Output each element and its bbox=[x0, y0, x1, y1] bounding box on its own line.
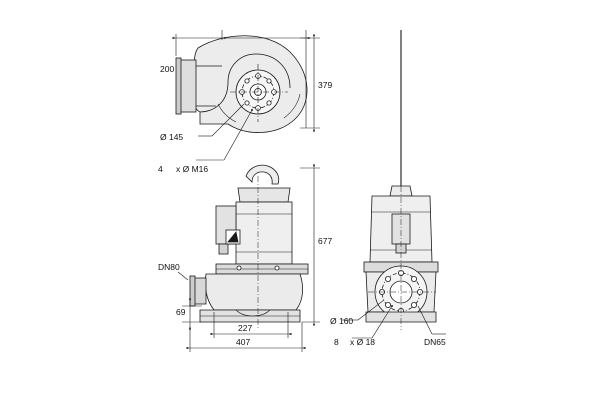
side-view-group bbox=[364, 30, 438, 330]
top-bolt-hole bbox=[267, 79, 271, 83]
front-view-group bbox=[190, 165, 308, 330]
side-bolt-hole bbox=[411, 302, 416, 307]
dim-label-200: 200 bbox=[160, 64, 175, 74]
dim-label-side-bolt-count: 8 bbox=[334, 337, 339, 347]
front-pump-casing bbox=[205, 274, 302, 310]
top-bolt-hole bbox=[245, 101, 249, 105]
front-cable-gland bbox=[219, 244, 228, 254]
top-discharge-flange bbox=[180, 60, 196, 112]
dim-label-bolt-count: 4 bbox=[158, 164, 163, 174]
top-flange-face bbox=[176, 58, 181, 114]
top-bolt-hole bbox=[267, 101, 271, 105]
top-bolt-hole bbox=[245, 79, 249, 83]
dim-label-dn80: DN80 bbox=[158, 262, 180, 272]
front-motor-housing bbox=[236, 202, 292, 264]
side-bolt-hole bbox=[385, 302, 390, 307]
dim-label-bolt-circle-160: Ø 160 bbox=[330, 316, 354, 326]
front-center-mark bbox=[275, 266, 279, 270]
dim-label-bolt-circle-145: Ø 145 bbox=[160, 132, 184, 142]
front-motor-cap bbox=[238, 188, 290, 202]
dim-label-side-bolt-spec: x Ø 18 bbox=[350, 337, 376, 347]
front-center-mark bbox=[237, 266, 241, 270]
front-flange-face bbox=[190, 276, 195, 306]
dim-label-dn65: DN65 bbox=[424, 337, 446, 347]
dim-label-677: 677 bbox=[318, 236, 333, 246]
front-discharge-flange bbox=[194, 278, 206, 304]
front-lifting-handle bbox=[246, 165, 279, 184]
dim-label-407: 407 bbox=[236, 337, 251, 347]
leader-dn80 bbox=[178, 272, 188, 280]
side-cable-box bbox=[392, 214, 410, 244]
dim-label-69: 69 bbox=[176, 307, 186, 317]
dim-label-227: 227 bbox=[238, 323, 253, 333]
top-view-group bbox=[176, 36, 307, 133]
dim-label-379: 379 bbox=[318, 80, 333, 90]
side-bolt-hole bbox=[385, 276, 390, 281]
dim-label-bolt-spec: x Ø M16 bbox=[176, 164, 209, 174]
side-bolt-hole bbox=[411, 276, 416, 281]
